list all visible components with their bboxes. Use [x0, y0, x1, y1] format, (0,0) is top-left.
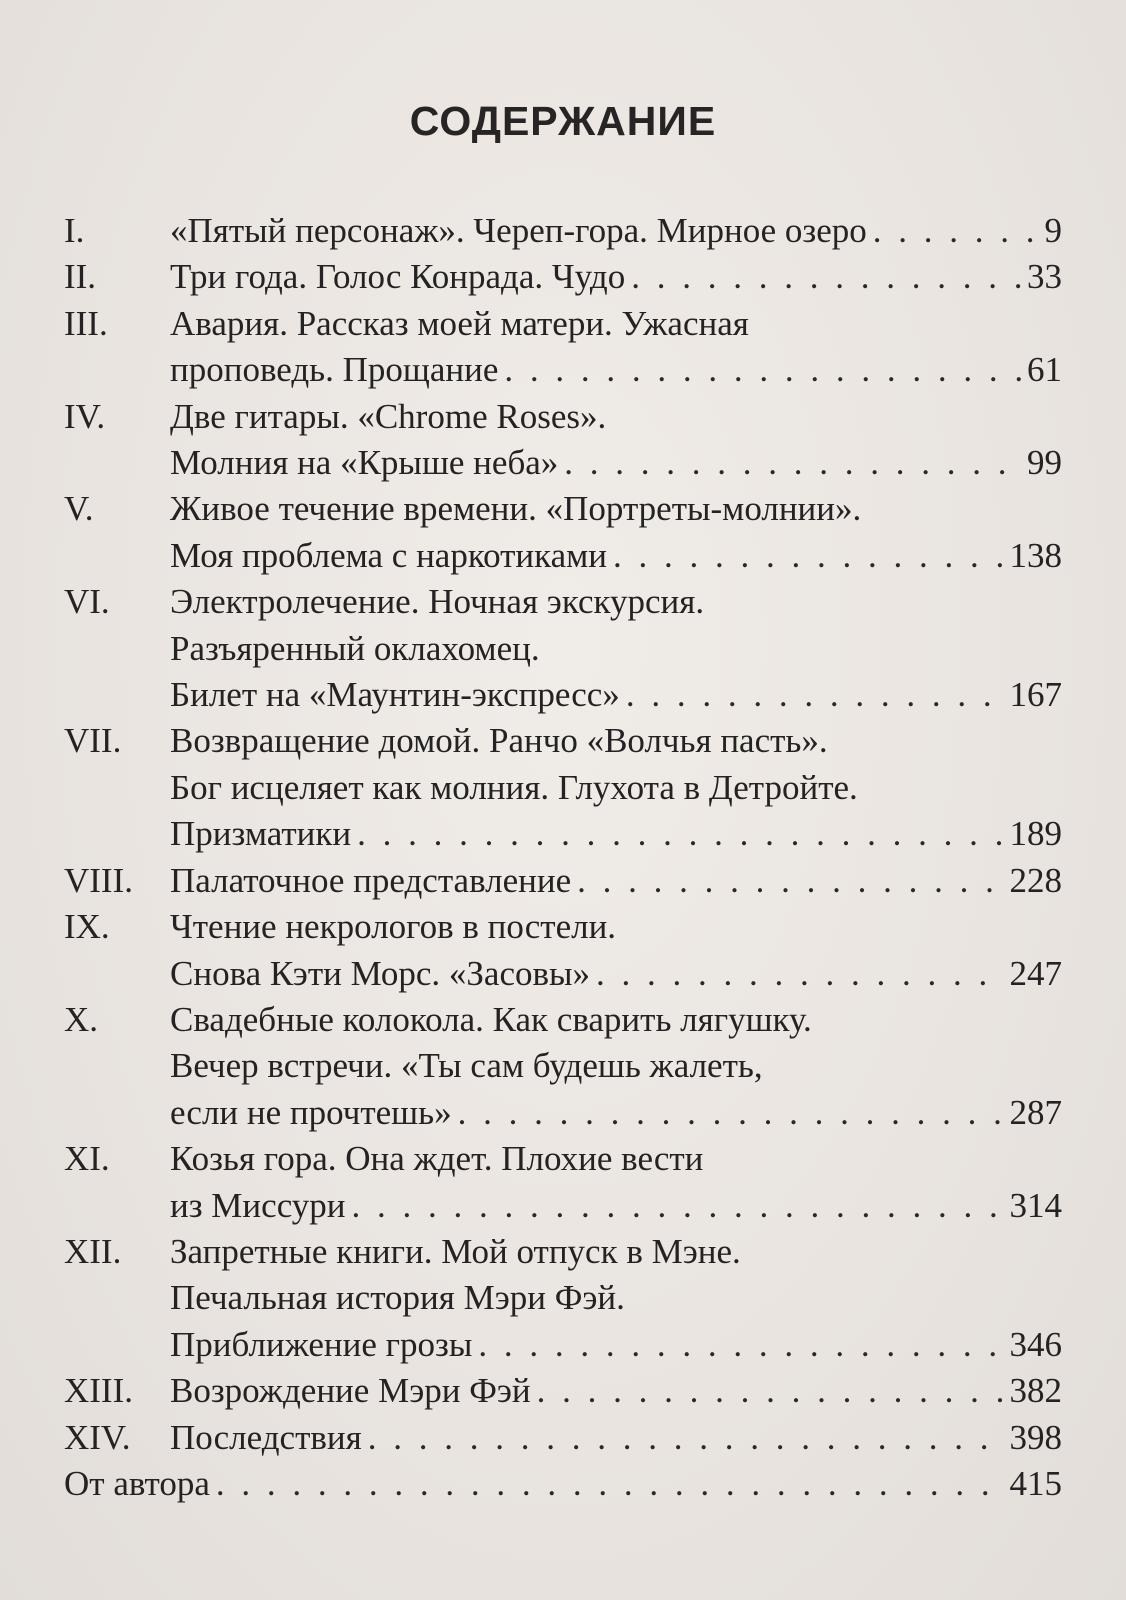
- chapter-number: XIII.: [64, 1371, 133, 1411]
- chapter-title-line: Моя проблема с наркотиками: [170, 535, 608, 575]
- dot-leader: [571, 858, 1005, 904]
- chapter-title-line: из Миссури: [170, 1185, 346, 1225]
- chapter-title-line: Приближение грозы: [170, 1324, 473, 1364]
- chapter-number: IV.: [64, 396, 106, 436]
- page-number: 415: [1009, 1463, 1062, 1503]
- page-number: 189: [1009, 814, 1062, 854]
- dot-leader: [590, 951, 1005, 997]
- page-number: 314: [1009, 1185, 1062, 1225]
- chapter-number: VI.: [64, 582, 110, 622]
- chapter-number: XIV.: [64, 1417, 131, 1457]
- dot-leader: [558, 440, 1023, 486]
- chapter-title-line: Три года. Голос Конрада. Чудо: [170, 257, 626, 297]
- page-number: 33: [1027, 257, 1062, 297]
- dot-leader: [531, 1368, 1006, 1414]
- page-title: СОДЕРЖАНИЕ: [409, 98, 717, 144]
- chapter-title-line: Снова Кэти Морс. «Засовы»: [170, 953, 591, 993]
- chapter-title-line: Призматики: [170, 814, 352, 854]
- chapter-title-line: Авария. Рассказ моей матери. Ужасная: [170, 303, 749, 343]
- page-number: 382: [1009, 1371, 1062, 1411]
- chapter-title-line: Живое течение времени. «Портреты-молнии».: [170, 489, 862, 529]
- page-number: 287: [1009, 1092, 1062, 1132]
- chapter-title-line: Молния на «Крыше неба»: [170, 443, 559, 483]
- dot-leader: [210, 1461, 1006, 1507]
- chapter-number: V.: [64, 489, 94, 529]
- chapter-number: III.: [64, 303, 108, 343]
- dot-leader: [452, 1090, 1006, 1136]
- dot-leader: [620, 672, 1006, 718]
- page-number: 247: [1009, 953, 1062, 993]
- chapter-title-line: Бог исцеляет как молния. Глухота в Детройте.: [170, 767, 858, 807]
- toc-entry: [64, 997, 1062, 1136]
- chapter-title-line: Свадебные колокола. Как сварить лягушку.: [170, 999, 812, 1039]
- toc-entry: [64, 208, 1062, 254]
- chapter-title-line: Билет на «Маунтин-экспресс»: [170, 675, 620, 715]
- chapter-title-line: Разъяренный оклахомец.: [170, 628, 540, 668]
- toc-entry: [64, 1461, 1062, 1507]
- chapter-title-line: Возвращение домой. Ранчо «Волчья пасть».: [170, 721, 828, 761]
- toc-entry: [64, 301, 1062, 394]
- page-number: 167: [1009, 675, 1062, 715]
- dot-leader: [346, 1183, 1006, 1229]
- chapter-title-line: Вечер встречи. «Ты сам будешь жалеть,: [170, 1046, 763, 1086]
- toc-entry: [64, 579, 1062, 718]
- toc-entry: [64, 718, 1062, 857]
- chapter-number: IX.: [64, 907, 110, 947]
- page-number: 228: [1009, 860, 1062, 900]
- page-number: 346: [1009, 1324, 1062, 1364]
- toc-entry: [64, 486, 1062, 579]
- chapter-number: VIII.: [64, 860, 133, 900]
- chapter-title-line: Запретные книги. Мой отпуск в Мэне.: [170, 1231, 741, 1271]
- page-number: 9: [1044, 211, 1062, 250]
- page-number: 398: [1009, 1417, 1062, 1457]
- toc-entry: [64, 858, 1062, 904]
- chapter-title-line: Палаточное представление: [170, 860, 572, 900]
- table-of-contents: [64, 208, 1062, 1507]
- dot-leader: [625, 254, 1023, 300]
- dot-leader: [498, 347, 1023, 393]
- toc-entry: [64, 1136, 1062, 1229]
- toc-entry: [64, 254, 1062, 300]
- chapter-title-line: Козья гора. Она ждет. Плохие вести: [170, 1139, 704, 1179]
- chapter-title-line: Возрождение Мэри Фэй: [170, 1371, 531, 1411]
- dot-leader: [472, 1322, 1005, 1368]
- toc-entry: [64, 1229, 1062, 1368]
- toc-entry: [64, 1368, 1062, 1414]
- toc-entry: [64, 1415, 1062, 1461]
- chapter-title-line: Печальная история Мэри Фэй.: [170, 1278, 625, 1318]
- chapter-title-line: если не прочтешь»: [170, 1092, 452, 1132]
- chapter-title-line: Две гитары. «Chrome Roses».: [170, 396, 607, 436]
- chapter-number: X.: [64, 999, 99, 1039]
- dot-leader: [867, 208, 1041, 254]
- page-number: 99: [1027, 443, 1062, 483]
- page-number: 138: [1009, 535, 1062, 575]
- chapter-number: XI.: [64, 1139, 110, 1179]
- chapter-title-line: Чтение некрологов в постели.: [170, 907, 617, 947]
- dot-leader: [607, 533, 1005, 579]
- chapter-number: I.: [64, 211, 85, 250]
- page-number: 61: [1027, 350, 1062, 390]
- toc-entry: [64, 904, 1062, 997]
- chapter-title-line: «Пятый персонаж». Череп-гора. Мирное озеро: [170, 211, 867, 250]
- chapter-number: XII.: [64, 1231, 122, 1271]
- toc-entry: [64, 394, 1062, 487]
- chapter-title-line: проповедь. Прощание: [170, 350, 499, 390]
- chapter-title-line: Последствия: [170, 1417, 362, 1457]
- chapter-title-line: От автора: [64, 1463, 210, 1503]
- dot-leader: [362, 1415, 1006, 1461]
- chapter-title-line: Электролечение. Ночная экскурсия.: [170, 582, 705, 622]
- dot-leader: [351, 811, 1005, 857]
- chapter-number: II.: [64, 257, 97, 297]
- chapter-number: VII.: [64, 721, 122, 761]
